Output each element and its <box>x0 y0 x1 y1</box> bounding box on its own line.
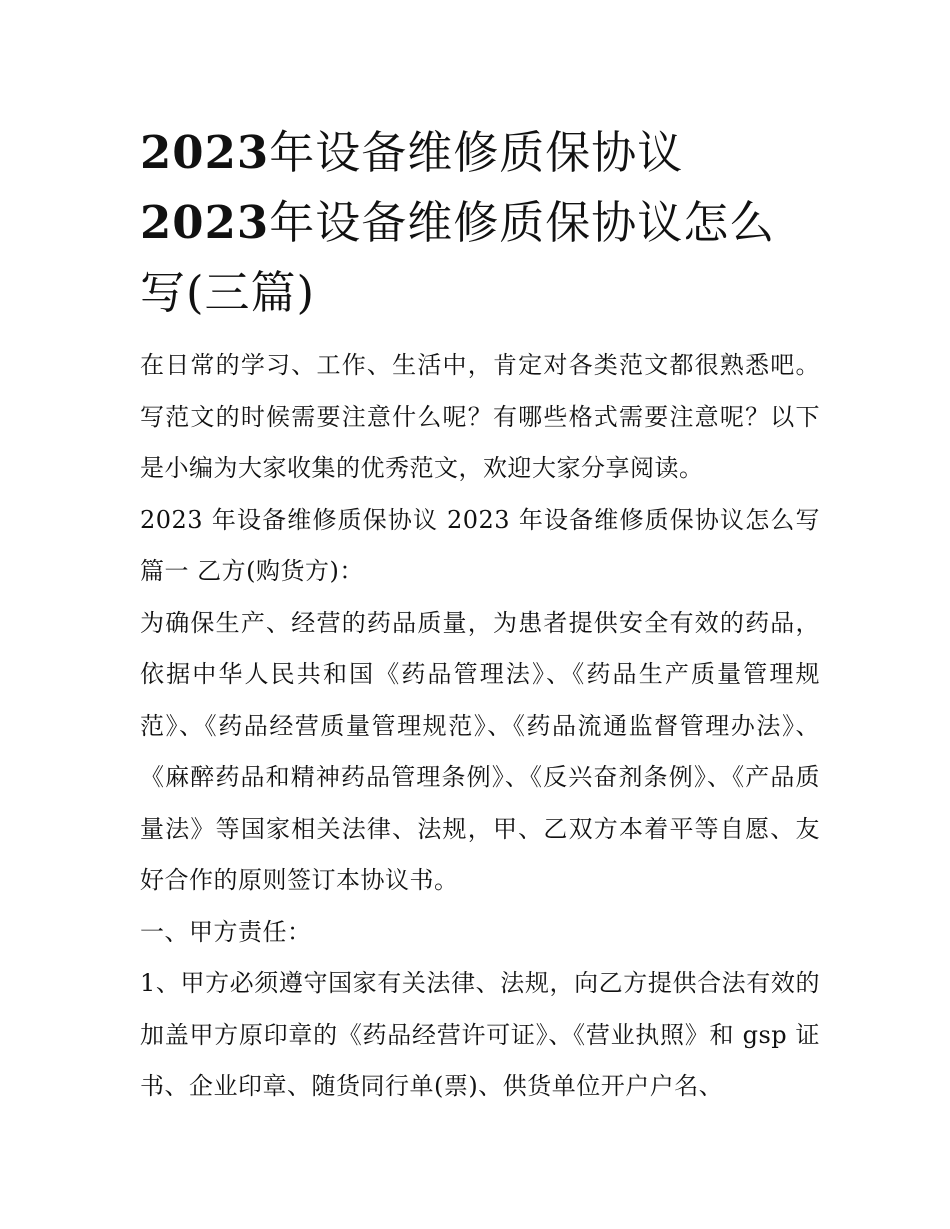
intro-paragraph: 在日常的学习、工作、生活中，肯定对各类范文都很熟悉吧。写范文的时候需要注意什么呢？有哪些格式需要注意呢？以下是小编为大家收集的优秀范文，欢迎大家分享阅读。 <box>140 351 820 482</box>
basis-paragraph: 为确保生产、经营的药品质量，为患者提供安全有效的药品，依据中华人民共和国《药品管理法》、《药品生产质量管理规范》、《药品经营质量管理规范》、《药品流通监督管理办法》、《麻醉药品和精神药品管理条例》、《反兴奋剂条例》、《产品质量法》等国家相关法律、法规，甲、乙双方本着平等自愿、友好合作的原则签订本协议书。 <box>140 608 820 894</box>
section-heading-paragraph: 2023 年设备维修质保协议 2023 年设备维修质保协议怎么写篇一 乙方(购货方)： <box>140 505 820 585</box>
title-text-2: 年设备维修质保协议怎么写(三篇) <box>140 196 776 319</box>
document-page <box>140 118 820 1113</box>
clause-1-paragraph: 1、甲方必须遵守国家有关法律、法规，向乙方提供合法有效的加盖甲方原印章的《药品经营许可证》、《营业执照》和 gsp 证书、企业印章、随货同行单(票)、供货单位开户户名、 <box>140 969 820 1100</box>
document-title <box>140 118 820 328</box>
party-a-responsibility-heading: 一、甲方责任： <box>140 917 312 946</box>
title-year-2: 2023 <box>140 196 270 249</box>
title-text-1: 年设备维修质保协议 <box>269 126 684 179</box>
title-year-1: 2023 <box>140 126 270 179</box>
